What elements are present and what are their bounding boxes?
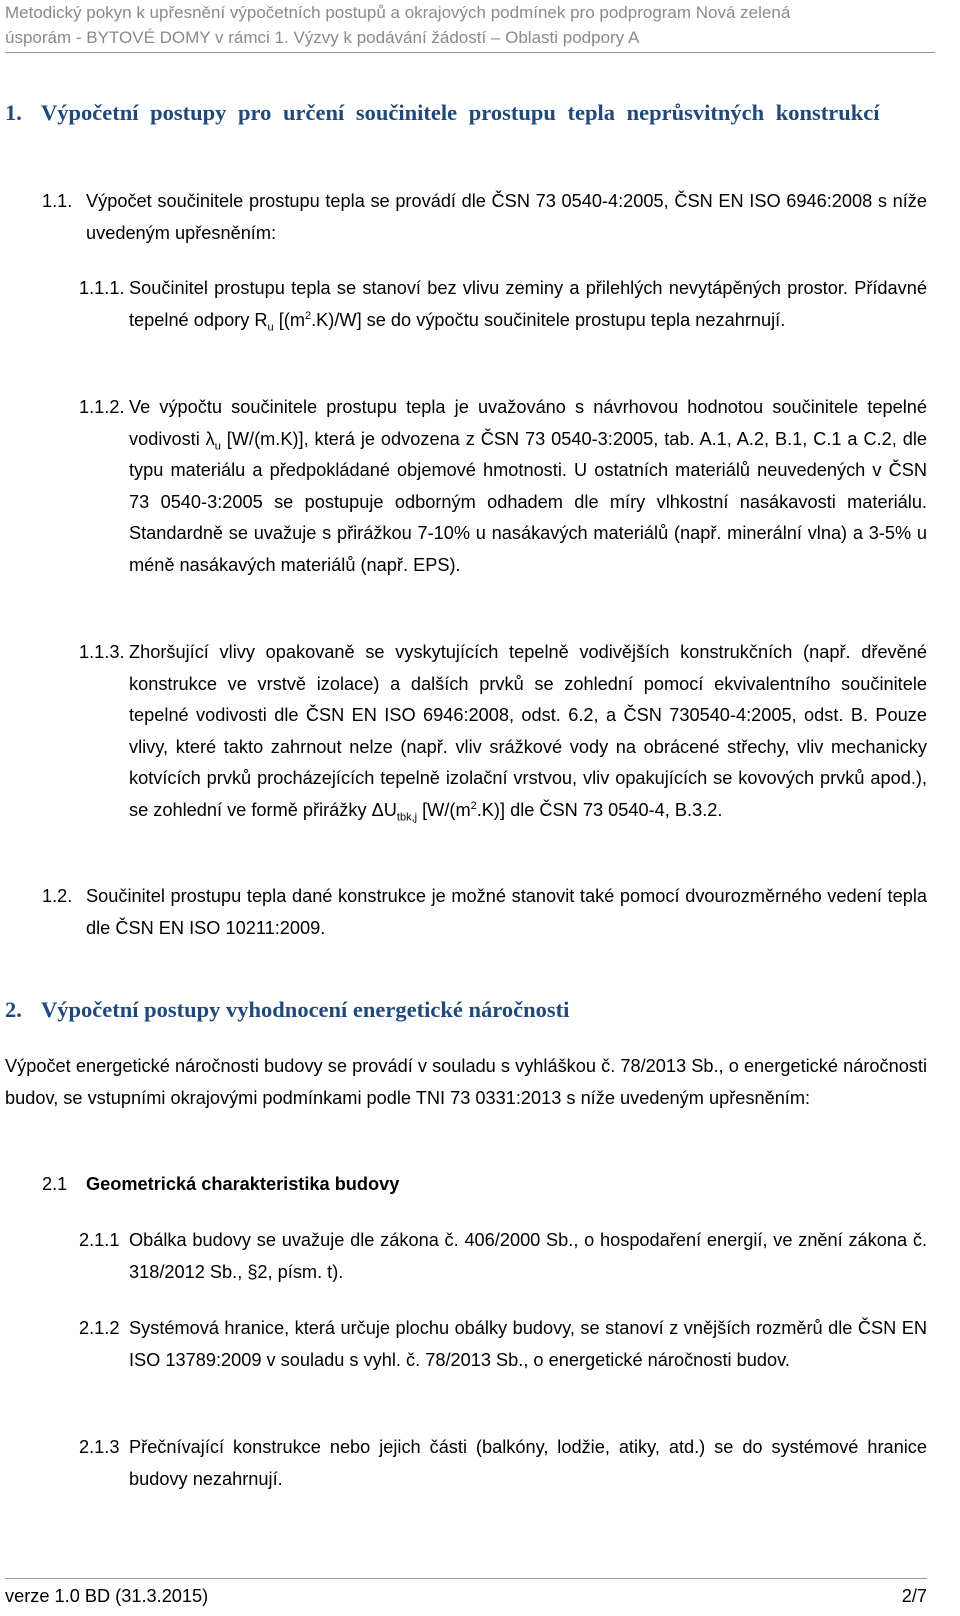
paragraph-1-1-2 [79, 392, 927, 582]
paragraph-1-1 [42, 186, 927, 249]
paragraph-1-1-text: Výpočet součinitele prostupu tepla se provádí dle ČSN 73 0540-4:2005, ČSN EN ISO 6946:2008 s níže uvedeným upřesněním: [86, 191, 927, 243]
section-1-number: 1. [5, 100, 22, 125]
section-2-heading [5, 993, 927, 1026]
paragraph-1-2-number: 1.2. [42, 886, 73, 906]
subsection-2-1-number: 2.1 [42, 1174, 68, 1194]
paragraph-2-1-1-number: 2.1.1 [79, 1230, 120, 1250]
page-footer [5, 1578, 927, 1609]
paragraph-1-2-text: Součinitel prostupu tepla dané konstrukce je možné stanovit také pomocí dvourozměrného vedení tepla dle ČSN EN ISO 10211:2009. [86, 886, 927, 938]
header-line-1: Metodický pokyn k upřesnění výpočetních postupů a okrajových podmínek pro podprogram Nová zelená [5, 3, 791, 22]
paragraph-2-1-1-text: Obálka budovy se uvažuje dle zákona č. 406/2000 Sb., o hospodaření energií, ve znění zákona č. 318/2012 Sb., §2, písm. t). [129, 1230, 927, 1282]
paragraph-2-1-2-number: 2.1.2 [79, 1318, 120, 1338]
subsection-2-1-title: Geometrická charakteristika budovy [86, 1174, 400, 1194]
paragraph-2-1-3-text: Přečnívající konstrukce nebo jejich části (balkóny, lodžie, atiky, atd.) se do systémové hranice budovy nezahrnují. [129, 1437, 927, 1489]
paragraph-1-1-2-number: 1.1.2. [79, 397, 125, 417]
paragraph-2-1-2 [79, 1313, 927, 1376]
paragraph-1-1-1-number: 1.1.1. [79, 278, 125, 298]
paragraph-1-1-3-text: Zhoršující vlivy opakovaně se vyskytujících tepelně vodivějších konstrukčních (např. dřevěné konstrukce ve vrstvě izolace) a dalších prvků se zohlední pomocí ekvivalentního součinitele tepelné vodivosti dle ČSN EN ISO 6946:2008, odst. 6.2, a ČSN 730540-4:2005, odst. B. Pouze vlivy, které takto zahrnout nelze (např. vliv srážkové vody na obrácené střechy, vliv mechanicky kotvících prvků procházejících tepelně izolační vrstvou, vliv opakujících se kovových prvků apod.), se zohlední ve formě přirážky $\Delta U_{tbk,j}$ $[W/(m^2.K)]$ dle ČSN 73 0540-4, B.3.2. [129, 642, 927, 824]
paragraph-1-2 [42, 881, 927, 944]
section-2-title: Výpočetní postupy vyhodnocení energetické náročnosti [41, 997, 570, 1022]
paragraph-2-1-2-text: Systémová hranice, která určuje plochu obálky budovy, se stanoví z vnějších rozměrů dle ČSN EN ISO 13789:2009 v souladu s vyhl. č. 78/2013 Sb., o energetické náročnosti budov. [129, 1318, 927, 1370]
paragraph-2-1-3-number: 2.1.3 [79, 1437, 120, 1457]
subsection-2-1-heading [42, 1169, 927, 1201]
paragraph-2-1-3 [79, 1432, 927, 1495]
section-1-heading [5, 96, 927, 129]
header-line-2: úsporám - BYTOVÉ DOMY v rámci 1. Výzvy k podávání žádostí – Oblasti podpory A [5, 28, 640, 47]
page-header [5, 0, 935, 53]
paragraph-1-1-3-number: 1.1.3. [79, 642, 125, 662]
paragraph-1-1-1 [79, 273, 927, 336]
section-2-number: 2. [5, 997, 22, 1022]
footer-page-number: 2/7 [901, 1586, 927, 1606]
paragraph-2-1-1 [79, 1225, 927, 1288]
paragraph-1-1-2-text: Ve výpočtu součinitele prostupu tepla je uvažováno s návrhovou hodnotou součinitele tepelné vodivosti $\lambda_u$ [W/(m.K)], která je odvozena z ČSN 73 0540-3:2005, tab. A.1, A.2, B.1, C.1 a C.2, dle typu materiálu a předpokládané objemové hmotnosti. U ostatních materiálů neuvedených v ČSN 73 0540-3:2005 se postupuje odborným odhadem dle míry vlhkostní nasákavosti materiálu. Standardně se uvažuje s přirážkou 7-10% u nasákavých materiálů (např. minerální vlna) a 3-5% u méně nasákavých materiálů (např. EPS). [129, 397, 927, 575]
section-1-title: Výpočetní postupy pro určení součinitele prostupu tepla neprůsvitných konstrukcí [41, 100, 880, 125]
paragraph-1-1-1-text: Součinitel prostupu tepla se stanoví bez vlivu zeminy a přilehlých nevytápěných prostor. Přídavné tepelné odpory $R_u$ $[(m^2.K)/W]$ se do výpočtu součinitele prostupu tepla nezahrnují. [129, 278, 927, 334]
footer-version: verze 1.0 BD (31.3.2015) [5, 1586, 209, 1606]
paragraph-1-1-3 [79, 637, 927, 827]
paragraph-1-1-number: 1.1. [42, 191, 73, 211]
section-2-intro: Výpočet energetické náročnosti budovy se provádí v souladu s vyhláškou č. 78/2013 Sb., o energetické náročnosti budov, se vstupními okrajovými podmínkami podle TNI 73 0331:2013 s níže uvedeným upřesněním: [5, 1056, 927, 1108]
